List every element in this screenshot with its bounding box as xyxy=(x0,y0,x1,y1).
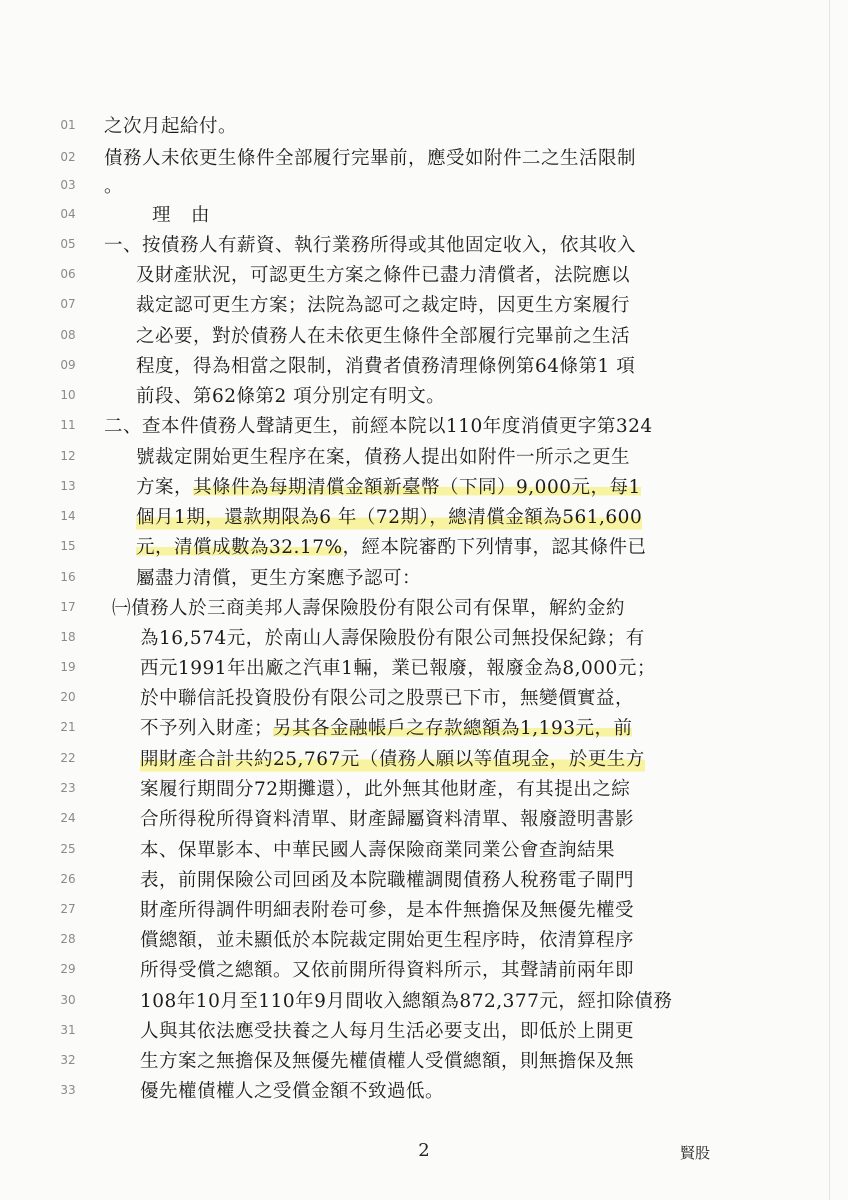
line-number: 22 xyxy=(60,751,76,765)
line-text: 號裁定開始更生程序在案，債務人提出如附件一所示之更生 xyxy=(136,447,631,468)
line-text: ㈠債務人於三商美邦人壽保險股份有限公司有保單，解約金約 xyxy=(112,598,626,619)
line-25 xyxy=(0,836,848,866)
highlighted-text: 個月1期，還款期限為6 年（72期），總清償金額為561,600 xyxy=(136,503,642,533)
line-26 xyxy=(0,866,848,896)
line-number: 32 xyxy=(60,1053,76,1067)
page-number: 2 xyxy=(418,1140,430,1161)
line-01 xyxy=(0,112,848,142)
line-text: 債務人未依更生條件全部履行完畢前，應受如附件二之生活限制 xyxy=(104,148,637,169)
line-number: 12 xyxy=(60,449,76,463)
line-text: 人與其依法應受扶養之人每月生活必要支出，即低於上開更 xyxy=(140,1021,635,1042)
line-number: 13 xyxy=(60,479,76,493)
highlighted-text: 其條件為每期清償金額新臺幣（下同）9,000元，每1 xyxy=(193,477,641,498)
line-text xyxy=(136,533,647,563)
line-05 xyxy=(0,231,848,261)
line-text: 西元1991年出廠之汽車1輛，業已報廢，報廢金為8,000元； xyxy=(140,658,656,679)
line-number: 01 xyxy=(60,118,76,132)
line-29 xyxy=(0,956,848,986)
line-number: 20 xyxy=(60,690,76,704)
line-14 xyxy=(0,503,848,533)
line-text: 前段、第62條第2 項分別定有明文。 xyxy=(136,386,446,407)
line-number: 30 xyxy=(60,993,76,1007)
line-15 xyxy=(0,533,848,563)
line-27 xyxy=(0,896,848,926)
line-09 xyxy=(0,352,848,382)
line-text: 優先權債權人之受償金額不致過低。 xyxy=(140,1081,445,1102)
line-03 xyxy=(0,172,848,202)
line-30 xyxy=(0,987,848,1017)
line-text: 於中聯信託投資股份有限公司之股票已下市，無變價實益， xyxy=(140,688,635,709)
line-number: 21 xyxy=(60,720,76,734)
line-text: 程度，得為相當之限制，消費者債務清理條例第64條第1 項 xyxy=(136,356,636,377)
line-number: 04 xyxy=(60,207,76,221)
line-19 xyxy=(0,654,848,684)
line-04 xyxy=(0,201,848,231)
line-24 xyxy=(0,805,848,835)
line-08 xyxy=(0,322,848,352)
line-number: 18 xyxy=(60,630,76,644)
line-number: 33 xyxy=(60,1083,76,1097)
line-number: 06 xyxy=(60,267,76,281)
line-number: 19 xyxy=(60,660,76,674)
line-number: 31 xyxy=(60,1023,76,1037)
court-unit-label: 賢股 xyxy=(680,1144,711,1162)
line-number: 11 xyxy=(60,418,76,432)
section-heading: 理 由 xyxy=(152,205,211,226)
line-number: 03 xyxy=(60,178,76,192)
line-text: 及財產狀況，可認更生方案之條件已盡力清償者，法院應以 xyxy=(136,265,631,286)
line-31 xyxy=(0,1017,848,1047)
line-number: 09 xyxy=(60,358,76,372)
line-text: 表，前開保險公司回函及本院職權調閱債務人稅務電子閘門 xyxy=(140,870,635,891)
line-text: 。 xyxy=(104,176,124,197)
line-text: 一、按債務人有薪資、執行業務所得或其他固定收入，依其收入 xyxy=(104,235,637,256)
line-10 xyxy=(0,382,848,412)
highlighted-text: 元，清償成數為32.17% xyxy=(136,537,343,558)
line-18 xyxy=(0,624,848,654)
line-number: 29 xyxy=(60,962,76,976)
text-segment: 方案， xyxy=(136,477,194,498)
line-text: 本、保單影本、中華民國人壽保險商業同業公會查詢結果 xyxy=(140,840,616,861)
line-06 xyxy=(0,261,848,291)
line-text: 二、查本件債務人聲請更生，前經本院以110年度消債更字第324 xyxy=(104,416,653,437)
line-number: 05 xyxy=(60,237,76,251)
line-text: 裁定認可更生方案；法院為認可之裁定時，因更生方案履行 xyxy=(136,295,631,316)
line-number: 14 xyxy=(60,509,76,523)
line-21 xyxy=(0,714,848,744)
line-number: 25 xyxy=(60,842,76,856)
line-text xyxy=(136,473,641,503)
line-text: 生方案之無擔保及無優先權債權人受償總額，則無擔保及無 xyxy=(140,1051,635,1072)
line-20 xyxy=(0,684,848,714)
line-number: 16 xyxy=(60,570,76,584)
line-number: 26 xyxy=(60,872,76,886)
line-22 xyxy=(0,745,848,775)
line-number: 08 xyxy=(60,328,76,342)
line-number: 24 xyxy=(60,811,76,825)
text-segment: 不予列入財產； xyxy=(140,718,274,739)
line-16 xyxy=(0,564,848,594)
line-text: 108年10月至110年9月間收入總額為872,377元，經扣除債務 xyxy=(140,991,673,1012)
line-text: 屬盡力清償，更生方案應予認可： xyxy=(136,568,422,589)
line-number: 23 xyxy=(60,781,76,795)
line-number: 17 xyxy=(60,600,76,614)
line-text: 為16,574元，於南山人壽保險股份有限公司無投保紀錄；有 xyxy=(140,628,645,649)
highlighted-text: 另其各金融帳戶之存款總額為1,193元，前 xyxy=(273,718,633,739)
line-23 xyxy=(0,775,848,805)
line-07 xyxy=(0,291,848,321)
line-02 xyxy=(0,144,848,174)
line-28 xyxy=(0,926,848,956)
text-segment: ，經本院審酌下列情事，認其條件已 xyxy=(342,537,647,558)
highlighted-text: 開財產合計共約25,767元（債務人願以等值現金，於更生方 xyxy=(140,745,645,775)
line-number: 27 xyxy=(60,902,76,916)
line-number: 07 xyxy=(60,297,76,311)
line-number: 28 xyxy=(60,932,76,946)
line-12 xyxy=(0,443,848,473)
line-text: 之次月起給付。 xyxy=(104,116,238,137)
line-32 xyxy=(0,1047,848,1077)
line-text: 之必要，對於債務人在未依更生條件全部履行完畢前之生活 xyxy=(136,326,631,347)
line-text: 合所得稅所得資料清單、財產歸屬資料清單、報廢證明書影 xyxy=(140,809,635,830)
line-11 xyxy=(0,412,848,442)
line-text: 償總額，並未顯低於本院裁定開始更生程序時，依清算程序 xyxy=(140,930,635,951)
line-text: 財產所得調件明細表附卷可參，是本件無擔保及無優先權受 xyxy=(140,900,635,921)
line-text: 案履行期間分72期攤還），此外無其他財產，有其提出之綜 xyxy=(140,779,631,800)
line-text xyxy=(140,714,632,744)
line-number: 10 xyxy=(60,388,76,402)
line-33 xyxy=(0,1077,848,1107)
line-number: 02 xyxy=(60,150,76,164)
line-number: 15 xyxy=(60,539,76,553)
line-text: 所得受償之總額。又依前開所得資料所示，其聲請前兩年即 xyxy=(140,960,635,981)
line-17 xyxy=(0,594,848,624)
line-13 xyxy=(0,473,848,503)
